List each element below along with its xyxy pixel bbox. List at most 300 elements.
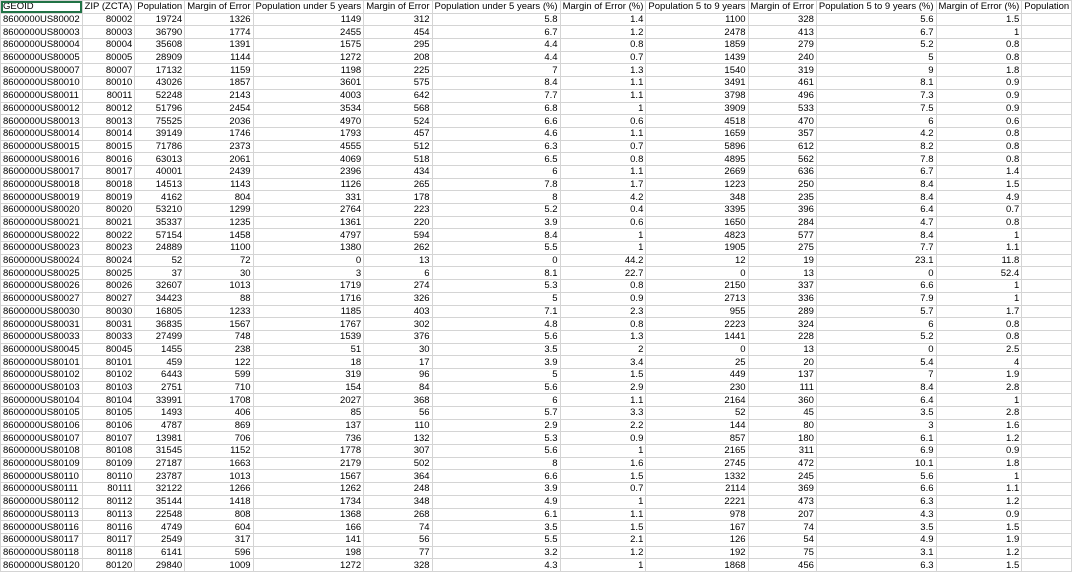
data-cell[interactable]: 63013	[135, 153, 185, 166]
data-cell[interactable]: 1.5	[936, 559, 1022, 572]
geoid-cell[interactable]: 8600000US80005	[1, 51, 83, 64]
data-cell[interactable]: 594	[364, 229, 432, 242]
data-cell[interactable]: 230	[646, 381, 748, 394]
data-cell[interactable]: 710	[185, 381, 253, 394]
data-cell[interactable]: 85	[253, 407, 364, 420]
geoid-cell[interactable]: 8600000US80020	[1, 204, 83, 217]
data-cell[interactable]: 4.8	[432, 318, 560, 331]
data-cell[interactable]: 80015	[82, 140, 135, 153]
data-cell[interactable]: 5.6	[816, 470, 936, 483]
data-cell[interactable]: 137	[253, 419, 364, 432]
data-cell[interactable]	[1022, 356, 1072, 369]
data-cell[interactable]: 39149	[135, 127, 185, 140]
data-cell[interactable]: 2713	[646, 292, 748, 305]
data-cell[interactable]: 3.9	[432, 216, 560, 229]
data-cell[interactable]: 808	[185, 508, 253, 521]
data-cell[interactable]: 208	[364, 51, 432, 64]
data-cell[interactable]: 0.9	[936, 508, 1022, 521]
data-cell[interactable]: 5.2	[432, 204, 560, 217]
data-cell[interactable]: 3.4	[560, 356, 646, 369]
data-cell[interactable]: 0.9	[936, 445, 1022, 458]
data-cell[interactable]: 27499	[135, 330, 185, 343]
data-cell[interactable]: 1	[936, 470, 1022, 483]
data-cell[interactable]: 80102	[82, 368, 135, 381]
data-cell[interactable]: 1326	[185, 13, 253, 26]
data-cell[interactable]: 2396	[253, 165, 364, 178]
data-cell[interactable]: 1439	[646, 51, 748, 64]
data-cell[interactable]: 80022	[82, 229, 135, 242]
data-cell[interactable]: 1.5	[560, 521, 646, 534]
data-cell[interactable]: 3798	[646, 89, 748, 102]
data-cell[interactable]: 23.1	[816, 254, 936, 267]
data-cell[interactable]: 235	[748, 191, 816, 204]
data-cell[interactable]: 1.2	[936, 432, 1022, 445]
data-cell[interactable]: 6	[432, 394, 560, 407]
data-cell[interactable]: 77	[364, 546, 432, 559]
data-cell[interactable]: 1	[560, 559, 646, 572]
geoid-cell[interactable]: 8600000US80117	[1, 533, 83, 546]
data-cell[interactable]: 1774	[185, 26, 253, 39]
data-cell[interactable]: 472	[748, 457, 816, 470]
data-cell[interactable]: 80004	[82, 39, 135, 52]
geoid-cell[interactable]: 8600000US80045	[1, 343, 83, 356]
data-cell[interactable]: 1299	[185, 204, 253, 217]
data-cell[interactable]: 348	[364, 495, 432, 508]
data-cell[interactable]: 13	[748, 343, 816, 356]
data-cell[interactable]: 1567	[185, 318, 253, 331]
data-cell[interactable]	[1022, 483, 1072, 496]
data-cell[interactable]: 3534	[253, 102, 364, 115]
data-cell[interactable]: 1.3	[560, 64, 646, 77]
data-cell[interactable]: 33991	[135, 394, 185, 407]
data-cell[interactable]: 36790	[135, 26, 185, 39]
data-cell[interactable]: 80	[748, 419, 816, 432]
data-cell[interactable]: 3.5	[816, 407, 936, 420]
data-cell[interactable]: 3491	[646, 77, 748, 90]
data-cell[interactable]: 0.9	[936, 102, 1022, 115]
data-cell[interactable]: 80045	[82, 343, 135, 356]
data-cell[interactable]: 5.6	[432, 381, 560, 394]
data-cell[interactable]: 80023	[82, 242, 135, 255]
column-header-cell[interactable]: GEOID	[1, 1, 83, 14]
data-cell[interactable]: 3.2	[432, 546, 560, 559]
data-cell[interactable]: 23787	[135, 470, 185, 483]
data-cell[interactable]: 636	[748, 165, 816, 178]
data-cell[interactable]: 20	[748, 356, 816, 369]
data-cell[interactable]: 1	[936, 280, 1022, 293]
data-cell[interactable]: 262	[364, 242, 432, 255]
data-cell[interactable]: 4.3	[816, 508, 936, 521]
data-cell[interactable]: 35608	[135, 39, 185, 52]
data-cell[interactable]: 44.2	[560, 254, 646, 267]
data-cell[interactable]: 80019	[82, 191, 135, 204]
data-cell[interactable]: 331	[253, 191, 364, 204]
data-cell[interactable]	[1022, 77, 1072, 90]
data-cell[interactable]: 80031	[82, 318, 135, 331]
geoid-cell[interactable]: 8600000US80026	[1, 280, 83, 293]
data-cell[interactable]: 4.7	[816, 216, 936, 229]
data-cell[interactable]: 178	[364, 191, 432, 204]
data-cell[interactable]: 5.2	[816, 330, 936, 343]
column-header-cell[interactable]: ZIP (ZCTA)	[82, 1, 135, 14]
data-cell[interactable]: 2114	[646, 483, 748, 496]
data-cell[interactable]: 289	[748, 305, 816, 318]
data-cell[interactable]: 1266	[185, 483, 253, 496]
data-cell[interactable]: 599	[185, 368, 253, 381]
data-cell[interactable]: 80105	[82, 407, 135, 420]
data-cell[interactable]: 80103	[82, 381, 135, 394]
data-cell[interactable]: 459	[135, 356, 185, 369]
data-cell[interactable]: 0.8	[936, 330, 1022, 343]
data-cell[interactable]: 2745	[646, 457, 748, 470]
data-cell[interactable]: 4787	[135, 419, 185, 432]
data-cell[interactable]: 6.3	[816, 559, 936, 572]
data-cell[interactable]: 14513	[135, 178, 185, 191]
data-cell[interactable]: 311	[748, 445, 816, 458]
data-cell[interactable]: 31545	[135, 445, 185, 458]
column-header-cell[interactable]: Margin of Error	[364, 1, 432, 14]
data-cell[interactable]: 2549	[135, 533, 185, 546]
geoid-cell[interactable]: 8600000US80111	[1, 483, 83, 496]
data-cell[interactable]: 1.8	[936, 457, 1022, 470]
data-cell[interactable]: 3.5	[432, 343, 560, 356]
data-cell[interactable]: 612	[748, 140, 816, 153]
data-cell[interactable]: 0.4	[560, 204, 646, 217]
data-cell[interactable]: 110	[364, 419, 432, 432]
data-cell[interactable]: 80106	[82, 419, 135, 432]
data-cell[interactable]: 6141	[135, 546, 185, 559]
data-cell[interactable]: 4.4	[432, 39, 560, 52]
data-cell[interactable]: 1144	[185, 51, 253, 64]
data-cell[interactable]: 6.7	[816, 165, 936, 178]
data-cell[interactable]: 17132	[135, 64, 185, 77]
data-cell[interactable]: 265	[364, 178, 432, 191]
data-cell[interactable]: 6.4	[816, 204, 936, 217]
data-cell[interactable]: 8.4	[816, 381, 936, 394]
data-cell[interactable]: 4.9	[936, 191, 1022, 204]
data-cell[interactable]: 6	[432, 165, 560, 178]
data-cell[interactable]	[1022, 419, 1072, 432]
data-cell[interactable]: 53210	[135, 204, 185, 217]
data-cell[interactable]: 360	[748, 394, 816, 407]
data-cell[interactable]	[1022, 381, 1072, 394]
data-cell[interactable]: 80013	[82, 115, 135, 128]
data-cell[interactable]: 473	[748, 495, 816, 508]
data-cell[interactable]: 57154	[135, 229, 185, 242]
data-cell[interactable]: 2.1	[560, 533, 646, 546]
data-cell[interactable]: 80110	[82, 470, 135, 483]
geoid-cell[interactable]: 8600000US80107	[1, 432, 83, 445]
data-cell[interactable]: 562	[748, 153, 816, 166]
geoid-cell[interactable]: 8600000US80002	[1, 13, 83, 26]
data-cell[interactable]: 52	[135, 254, 185, 267]
data-cell[interactable]: 54	[748, 533, 816, 546]
data-cell[interactable]: 1272	[253, 51, 364, 64]
column-header-cell[interactable]: Margin of Error (%)	[560, 1, 646, 14]
data-cell[interactable]	[1022, 89, 1072, 102]
data-cell[interactable]: 1.4	[936, 165, 1022, 178]
data-cell[interactable]: 1539	[253, 330, 364, 343]
geoid-cell[interactable]: 8600000US80021	[1, 216, 83, 229]
data-cell[interactable]: 1223	[646, 178, 748, 191]
geoid-cell[interactable]: 8600000US80101	[1, 356, 83, 369]
data-cell[interactable]: 80027	[82, 292, 135, 305]
data-cell[interactable]: 268	[364, 508, 432, 521]
data-cell[interactable]: 502	[364, 457, 432, 470]
geoid-cell[interactable]: 8600000US80027	[1, 292, 83, 305]
geoid-cell[interactable]: 8600000US80025	[1, 267, 83, 280]
data-cell[interactable]: 337	[748, 280, 816, 293]
data-cell[interactable]: 2.9	[560, 381, 646, 394]
data-cell[interactable]: 1332	[646, 470, 748, 483]
data-cell[interactable]: 326	[364, 292, 432, 305]
data-cell[interactable]: 449	[646, 368, 748, 381]
geoid-cell[interactable]: 8600000US80033	[1, 330, 83, 343]
geoid-cell[interactable]: 8600000US80104	[1, 394, 83, 407]
data-cell[interactable]: 6.1	[432, 508, 560, 521]
data-cell[interactable]	[1022, 267, 1072, 280]
column-header-cell[interactable]: Population under 5 years	[253, 1, 364, 14]
data-cell[interactable]	[1022, 508, 1072, 521]
data-cell[interactable]: 29840	[135, 559, 185, 572]
geoid-cell[interactable]: 8600000US80014	[1, 127, 83, 140]
data-cell[interactable]: 24889	[135, 242, 185, 255]
data-cell[interactable]	[1022, 51, 1072, 64]
data-cell[interactable]: 1719	[253, 280, 364, 293]
data-cell[interactable]: 1905	[646, 242, 748, 255]
data-cell[interactable]: 1009	[185, 559, 253, 572]
data-cell[interactable]: 8.4	[432, 77, 560, 90]
data-cell[interactable]: 192	[646, 546, 748, 559]
data-cell[interactable]: 12	[646, 254, 748, 267]
data-cell[interactable]	[1022, 165, 1072, 178]
data-cell[interactable]: 1	[560, 102, 646, 115]
geoid-cell[interactable]: 8600000US80010	[1, 77, 83, 90]
data-cell[interactable]: 6.6	[432, 115, 560, 128]
data-cell[interactable]: 2.3	[560, 305, 646, 318]
data-cell[interactable]: 1.1	[560, 127, 646, 140]
geoid-cell[interactable]: 8600000US80103	[1, 381, 83, 394]
data-cell[interactable]: 0	[432, 254, 560, 267]
geoid-cell[interactable]: 8600000US80112	[1, 495, 83, 508]
data-cell[interactable]: 319	[253, 368, 364, 381]
data-cell[interactable]: 80012	[82, 102, 135, 115]
geoid-cell[interactable]: 8600000US80007	[1, 64, 83, 77]
data-cell[interactable]: 19	[748, 254, 816, 267]
data-cell[interactable]: 1.1	[560, 394, 646, 407]
data-cell[interactable]: 4518	[646, 115, 748, 128]
column-header-cell[interactable]: Population under 5 years (%)	[432, 1, 560, 14]
data-cell[interactable]: 1859	[646, 39, 748, 52]
data-cell[interactable]: 32607	[135, 280, 185, 293]
data-cell[interactable]: 5.6	[432, 445, 560, 458]
data-cell[interactable]: 2454	[185, 102, 253, 115]
data-cell[interactable]: 1.7	[936, 305, 1022, 318]
data-cell[interactable]: 71786	[135, 140, 185, 153]
data-cell[interactable]: 0.8	[560, 280, 646, 293]
data-cell[interactable]	[1022, 368, 1072, 381]
data-cell[interactable]: 1013	[185, 470, 253, 483]
data-cell[interactable]: 4.2	[560, 191, 646, 204]
data-cell[interactable]: 37	[135, 267, 185, 280]
data-cell[interactable]: 35144	[135, 495, 185, 508]
data-cell[interactable]: 3.3	[560, 407, 646, 420]
data-cell[interactable]: 368	[364, 394, 432, 407]
data-cell[interactable]: 857	[646, 432, 748, 445]
data-cell[interactable]: 45	[748, 407, 816, 420]
data-cell[interactable]	[1022, 457, 1072, 470]
data-cell[interactable]: 5.5	[432, 533, 560, 546]
data-cell[interactable]: 28909	[135, 51, 185, 64]
data-cell[interactable]	[1022, 559, 1072, 572]
data-cell[interactable]: 19724	[135, 13, 185, 26]
data-cell[interactable]: 1.9	[936, 533, 1022, 546]
data-cell[interactable]	[1022, 330, 1072, 343]
data-cell[interactable]: 52.4	[936, 267, 1022, 280]
data-cell[interactable]: 1	[560, 242, 646, 255]
data-cell[interactable]: 2.8	[936, 407, 1022, 420]
data-cell[interactable]: 111	[748, 381, 816, 394]
data-cell[interactable]: 596	[185, 546, 253, 559]
data-cell[interactable]: 2439	[185, 165, 253, 178]
data-cell[interactable]: 1149	[253, 13, 364, 26]
data-cell[interactable]: 25	[646, 356, 748, 369]
data-cell[interactable]: 604	[185, 521, 253, 534]
data-cell[interactable]: 6.4	[816, 394, 936, 407]
data-cell[interactable]	[1022, 470, 1072, 483]
data-cell[interactable]: 80024	[82, 254, 135, 267]
geoid-cell[interactable]: 8600000US80019	[1, 191, 83, 204]
data-cell[interactable]	[1022, 242, 1072, 255]
data-cell[interactable]	[1022, 394, 1072, 407]
data-cell[interactable]: 18	[253, 356, 364, 369]
data-cell[interactable]: 2165	[646, 445, 748, 458]
data-cell[interactable]: 8.4	[816, 178, 936, 191]
geoid-cell[interactable]: 8600000US80109	[1, 457, 83, 470]
data-cell[interactable]: 1262	[253, 483, 364, 496]
data-cell[interactable]: 8.4	[816, 191, 936, 204]
data-cell[interactable]: 3909	[646, 102, 748, 115]
data-cell[interactable]: 295	[364, 39, 432, 52]
data-cell[interactable]: 32122	[135, 483, 185, 496]
data-cell[interactable]: 3601	[253, 77, 364, 90]
geoid-cell[interactable]: 8600000US80017	[1, 165, 83, 178]
data-cell[interactable]: 1418	[185, 495, 253, 508]
data-cell[interactable]: 3395	[646, 204, 748, 217]
data-cell[interactable]: 1.9	[936, 368, 1022, 381]
data-cell[interactable]	[1022, 178, 1072, 191]
data-cell[interactable]: 2179	[253, 457, 364, 470]
data-cell[interactable]	[1022, 153, 1072, 166]
data-cell[interactable]: 80007	[82, 64, 135, 77]
data-cell[interactable]: 319	[748, 64, 816, 77]
data-cell[interactable]: 3.9	[432, 356, 560, 369]
data-cell[interactable]	[1022, 140, 1072, 153]
data-cell[interactable]: 80118	[82, 546, 135, 559]
data-cell[interactable]: 0.8	[936, 318, 1022, 331]
data-cell[interactable]: 80107	[82, 432, 135, 445]
data-cell[interactable]: 1.5	[936, 178, 1022, 191]
data-cell[interactable]: 52	[646, 407, 748, 420]
data-cell[interactable]: 80020	[82, 204, 135, 217]
data-cell[interactable]: 10.1	[816, 457, 936, 470]
data-cell[interactable]: 80108	[82, 445, 135, 458]
data-cell[interactable]: 0.8	[936, 140, 1022, 153]
data-cell[interactable]: 144	[646, 419, 748, 432]
data-cell[interactable]: 396	[748, 204, 816, 217]
geoid-cell[interactable]: 8600000US80030	[1, 305, 83, 318]
data-cell[interactable]: 51	[253, 343, 364, 356]
data-cell[interactable]: 166	[253, 521, 364, 534]
data-cell[interactable]: 1380	[253, 242, 364, 255]
geoid-cell[interactable]: 8600000US80016	[1, 153, 83, 166]
data-cell[interactable]: 7.8	[816, 153, 936, 166]
data-cell[interactable]: 533	[748, 102, 816, 115]
data-cell[interactable]: 5.6	[816, 13, 936, 26]
data-cell[interactable]: 2221	[646, 495, 748, 508]
data-cell[interactable]: 279	[748, 39, 816, 52]
data-cell[interactable]	[1022, 39, 1072, 52]
data-cell[interactable]: 0.8	[560, 39, 646, 52]
data-cell[interactable]: 80120	[82, 559, 135, 572]
data-cell[interactable]: 1659	[646, 127, 748, 140]
data-cell[interactable]: 1	[560, 445, 646, 458]
data-cell[interactable]: 413	[748, 26, 816, 39]
data-cell[interactable]: 13	[748, 267, 816, 280]
data-cell[interactable]: 6.6	[816, 280, 936, 293]
data-cell[interactable]: 2.5	[936, 343, 1022, 356]
data-cell[interactable]: 80014	[82, 127, 135, 140]
data-cell[interactable]: 240	[748, 51, 816, 64]
data-cell[interactable]: 6	[816, 115, 936, 128]
data-cell[interactable]: 1441	[646, 330, 748, 343]
data-cell[interactable]: 1458	[185, 229, 253, 242]
data-cell[interactable]: 1.4	[560, 13, 646, 26]
data-cell[interactable]: 1126	[253, 178, 364, 191]
data-cell[interactable]	[1022, 521, 1072, 534]
data-cell[interactable]: 6.1	[816, 432, 936, 445]
data-cell[interactable]: 6	[816, 318, 936, 331]
data-cell[interactable]: 80116	[82, 521, 135, 534]
data-cell[interactable]: 2143	[185, 89, 253, 102]
data-cell[interactable]: 336	[748, 292, 816, 305]
data-cell[interactable]: 7.9	[816, 292, 936, 305]
column-header-cell[interactable]: Margin of Error	[185, 1, 253, 14]
geoid-cell[interactable]: 8600000US80120	[1, 559, 83, 572]
data-cell[interactable]: 5.2	[816, 39, 936, 52]
data-cell[interactable]	[1022, 546, 1072, 559]
column-header-cell[interactable]: Population 5 to 9 years (%)	[816, 1, 936, 14]
data-cell[interactable]: 1.1	[560, 77, 646, 90]
data-cell[interactable]: 5.5	[432, 242, 560, 255]
data-cell[interactable]: 2.2	[560, 419, 646, 432]
data-cell[interactable]: 80026	[82, 280, 135, 293]
data-cell[interactable]: 2764	[253, 204, 364, 217]
data-cell[interactable]: 284	[748, 216, 816, 229]
data-cell[interactable]: 0.6	[560, 216, 646, 229]
data-cell[interactable]: 4003	[253, 89, 364, 102]
data-cell[interactable]: 1	[936, 394, 1022, 407]
data-cell[interactable]: 470	[748, 115, 816, 128]
data-cell[interactable]	[1022, 64, 1072, 77]
data-cell[interactable]: 1100	[646, 13, 748, 26]
data-cell[interactable]: 1	[560, 229, 646, 242]
data-cell[interactable]: 5	[432, 292, 560, 305]
data-cell[interactable]: 0.9	[936, 77, 1022, 90]
data-cell[interactable]: 3	[816, 419, 936, 432]
data-cell[interactable]: 1734	[253, 495, 364, 508]
data-cell[interactable]: 72	[185, 254, 253, 267]
